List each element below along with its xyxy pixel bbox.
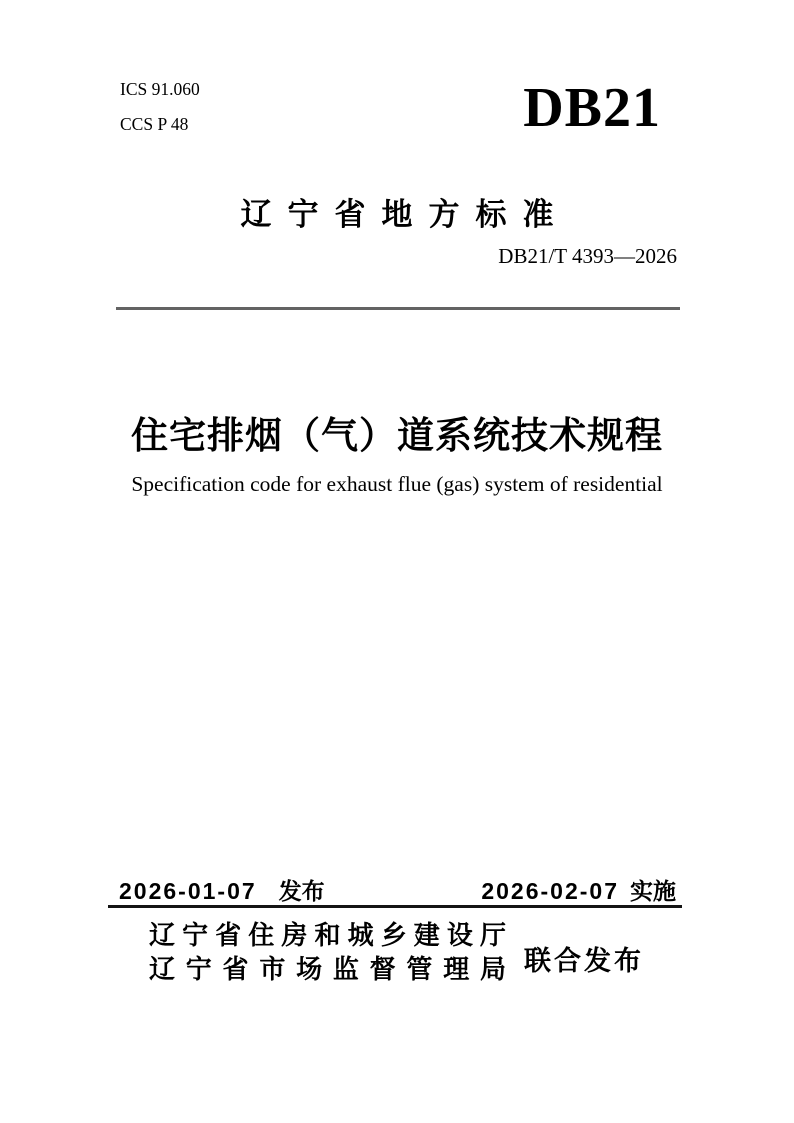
standard-number: DB21/T 4393—2026 [498, 244, 677, 268]
publisher-list [149, 918, 508, 986]
db-mark: DB21 [523, 77, 661, 139]
implement-label: 实施 [630, 878, 676, 904]
standard-category-heading: 辽宁省地方标准 [240, 197, 570, 232]
implement-date-group [481, 873, 676, 906]
date-row [119, 873, 676, 906]
joint-release-label: 联合发布 [524, 946, 644, 976]
publisher-market-bureau: 辽宁省市场监督管理局 [149, 954, 508, 984]
ccs-code: CCS P 48 [120, 114, 189, 134]
implement-date: 2026-02-07 [481, 878, 619, 904]
issue-date: 2026-01-07 [119, 878, 257, 904]
bottom-divider-rule [108, 905, 682, 908]
title-english: Specification code for exhaust flue (gas) system of residential [131, 472, 663, 496]
top-divider-rule [116, 307, 680, 310]
ics-code: ICS 91.060 [120, 79, 200, 99]
issue-date-group [119, 873, 325, 906]
issue-label: 发布 [278, 878, 325, 904]
title-chinese: 住宅排烟（气）道系统技术规程 [131, 415, 663, 456]
publisher-housing-dept: 辽宁省住房和城乡建设厅 [149, 920, 508, 950]
classification-codes [120, 72, 200, 142]
